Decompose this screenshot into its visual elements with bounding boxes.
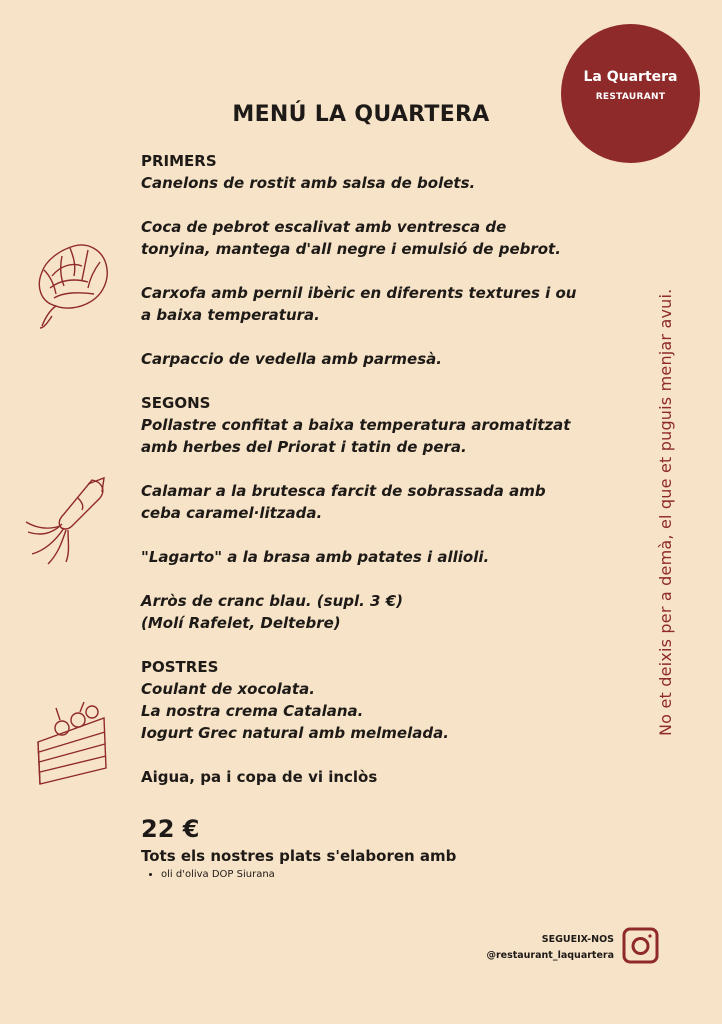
section-heading: PRIMERS [141, 152, 217, 170]
section-segons [141, 392, 581, 634]
dish-item: Arròs de cranc blau. (supl. 3 €) (Molí Rafelet, Deltebre) [141, 592, 404, 632]
dish-item: Calamar a la brutesca farcit de sobrassada amb ceba caramel·litzada. [141, 482, 546, 522]
included-note: Aigua, pa i copa de vi inclòs [141, 768, 378, 786]
social-label: SEGUEIX-NOS [541, 934, 614, 945]
section-heading: SEGONS [141, 394, 211, 412]
footer-bullet-item: • oli d'oliva DOP Siurana [161, 868, 581, 882]
dish-item: Canelons de rostit amb salsa de bolets. [141, 174, 476, 192]
squid-illustration [22, 474, 110, 566]
section-primers [141, 150, 581, 370]
dish-item: "Lagarto" a la brasa amb patates i allioli. [141, 548, 490, 566]
dish-item: Carxofa amb pernil ibèric en diferents textures i ou a baixa temperatura. [141, 284, 577, 324]
dish-item: Coulant de xocolata. La nostra crema Catalana. Iogurt Grec natural amb melmelada. [141, 680, 449, 742]
footer-bullets [141, 868, 581, 882]
menu-price: 22 € [141, 815, 200, 843]
menu-title: MENÚ LA QUARTERA [232, 102, 490, 127]
footer-text: Tots els nostres plats s'elaboren amb [141, 847, 457, 865]
dish-item: Pollastre confitat a baixa temperatura aromatitzat amb herbes del Priorat i tatin de pera. [141, 416, 571, 456]
restaurant-logo [561, 24, 700, 163]
logo-subtitle: RESTAURANT [595, 92, 666, 102]
section-postres [141, 656, 581, 744]
cake-illustration [32, 698, 112, 788]
artichoke-illustration [30, 236, 112, 332]
side-quote: No et deixis per a demà, el que et puguis menjar avui. [656, 288, 675, 736]
dish-item: Coca de pebrot escalivat amb ventresca de tonyina, mantega d'all negre i emulsió de pebrot. [141, 218, 561, 258]
social-block [486, 932, 614, 964]
instagram-icon[interactable] [622, 927, 659, 964]
logo-name: La Quartera [583, 69, 678, 85]
menu-content [141, 150, 581, 882]
social-handle[interactable]: @restaurant_laquartera [486, 950, 614, 961]
section-heading: POSTRES [141, 658, 219, 676]
dish-item: Carpaccio de vedella amb parmesà. [141, 350, 442, 368]
